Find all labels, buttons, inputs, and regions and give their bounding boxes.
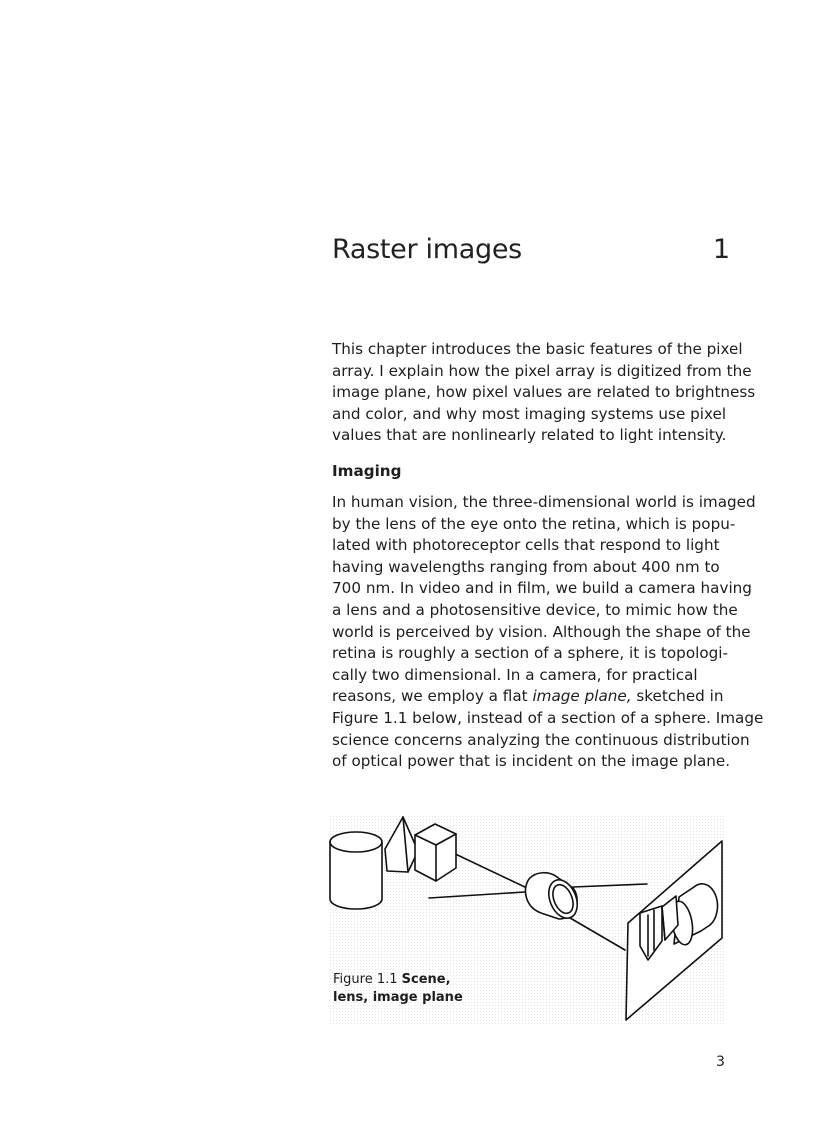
page-number: 3 (716, 1054, 725, 1070)
body-line: of optical power that is incident on the image plane. (332, 752, 731, 771)
cube-object (415, 824, 456, 881)
intro-line: values that are nonlinearly related to light intensity. (332, 426, 727, 445)
intro-line: and color, and why most imaging systems use pixel (332, 404, 727, 423)
caption-title-part-1: Scene, (401, 972, 451, 987)
body-line: retina is roughly a section of a sphere, it is topologi- (332, 644, 728, 663)
image-plane (626, 841, 722, 1020)
body-line-end: sketched in (631, 687, 724, 706)
light-ray (449, 851, 527, 888)
light-ray (573, 884, 647, 887)
body-line: In human vision, the three-dimensional world is imaged (332, 493, 756, 511)
body-line-with-emphasis (332, 686, 732, 708)
intro-line: array. I explain how the pixel array is digitized from the (332, 361, 752, 380)
figure-scene-lens-image-plane (329, 815, 725, 1025)
body-line: lated with photoreceptor cells that respond to light (332, 536, 720, 555)
section-paragraph (332, 492, 764, 773)
lens-object (525, 873, 582, 923)
figure-caption (333, 971, 493, 1007)
body-line: a lens and a photosensitive device, to mimic how the (332, 600, 738, 619)
light-ray (429, 892, 525, 898)
body-line: 700 nm. In video and in film, we build a camera having (332, 579, 752, 598)
body-line: by the lens of the eye onto the retina, which is popu- (332, 514, 736, 533)
body-line-start: reasons, we employ a flat (332, 687, 528, 706)
section-heading: Imaging (332, 462, 402, 480)
body-line: Figure 1.1 below, instead of a section of a sphere. Image (332, 708, 764, 727)
pyramid-object (385, 817, 418, 872)
chapter-header (332, 234, 730, 265)
body-line: world is perceived by vision. Although the shape of the (332, 622, 751, 641)
emphasized-term: image plane, (532, 687, 632, 706)
body-line: science concerns analyzing the continuous distribution (332, 730, 750, 749)
cylinder-object (330, 832, 382, 909)
intro-paragraph (332, 339, 756, 447)
chapter-number: 1 (712, 234, 730, 265)
caption-label: Figure 1.1 (333, 972, 398, 987)
body-line: cally two dimensional. In a camera, for practical (332, 665, 698, 684)
chapter-title: Raster images (332, 234, 522, 265)
intro-line: image plane, how pixel values are related to brightness (332, 383, 756, 402)
body-line: having wavelengths ranging from about 400 nm to (332, 557, 720, 576)
light-ray (565, 915, 625, 950)
intro-line: This chapter introduces the basic features of the pixel (332, 340, 743, 358)
caption-title-part-2: lens, image plane (333, 990, 463, 1005)
